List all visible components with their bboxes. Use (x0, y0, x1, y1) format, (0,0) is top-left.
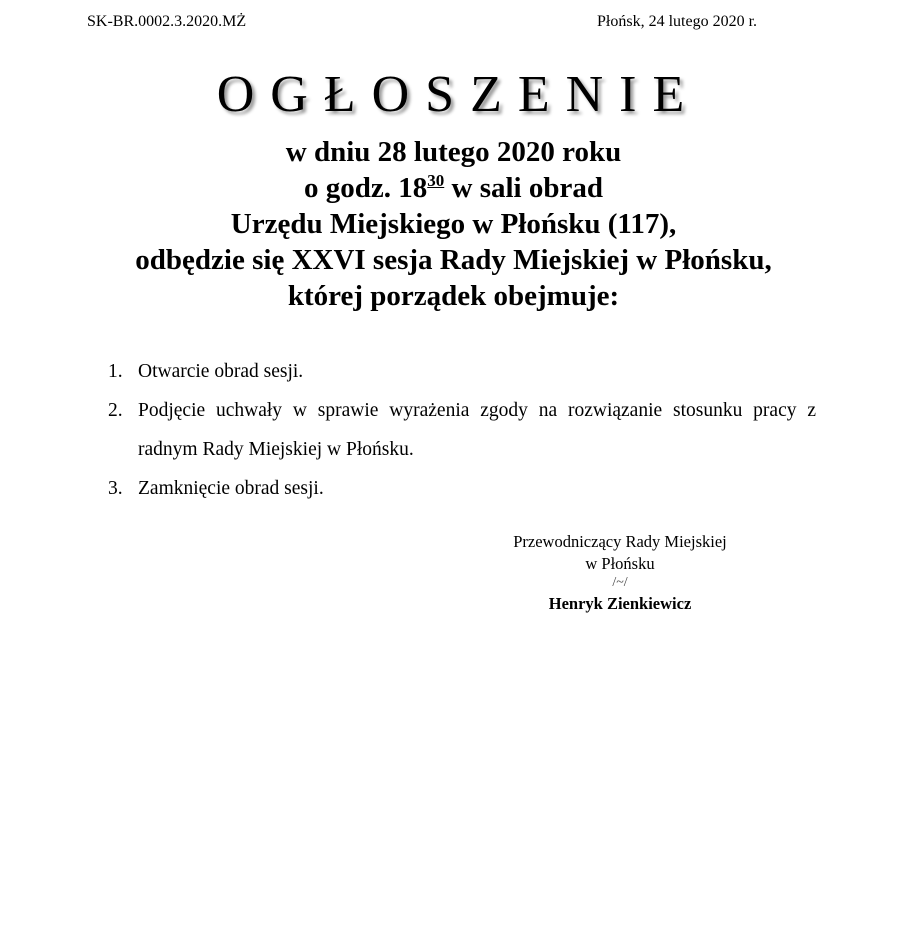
document-reference-number: SK-BR.0002.3.2020.MŻ (87, 13, 247, 30)
agenda-item-number: 3. (108, 478, 123, 499)
agenda-item (108, 391, 816, 469)
document-title-text: OGŁOSZENIE (216, 66, 701, 123)
place-and-date: Płońsk, 24 lutego 2020 r. (597, 13, 758, 30)
heading-time-minutes: 30 (427, 171, 445, 190)
heading-date-line: w dniu 28 lutego 2020 roku (285, 136, 622, 168)
agenda-item (108, 469, 816, 508)
agenda-item-number: 2. (108, 400, 123, 421)
signatory-role: Przewodniczący Rady Miejskiej (513, 532, 727, 551)
heading-time-line (0, 170, 907, 206)
heading-time-hour: o godz. 18 (304, 172, 428, 204)
agenda-item-number: 1. (108, 361, 123, 382)
signature-block (470, 531, 770, 617)
agenda-item (108, 352, 816, 391)
heading-agenda-intro-line: której porządek obejmuje: (287, 280, 620, 312)
signature-mark: /~/ (612, 575, 628, 590)
document-title (0, 63, 907, 127)
signatory-name: Henryk Zienkiewicz (548, 594, 692, 613)
heading-session-line: odbędzie się XXVI sesja Rady Miejskiej w Płońsku, (135, 244, 772, 276)
announcement-heading (0, 134, 907, 314)
agenda-item-text: Otwarcie obrad sesji. (138, 361, 304, 382)
signatory-role-location: w Płońsku (585, 554, 655, 573)
heading-time-suffix: w sali obrad (444, 172, 603, 204)
agenda-list (108, 352, 816, 508)
agenda-item-text: Podjęcie uchwały w sprawie wyrażenia zgody na rozwiązanie stosunku pracy z radnym Rady Miejskiej w Płońsku. (138, 400, 816, 460)
agenda-item-text: Zamknięcie obrad sesji. (138, 478, 324, 499)
heading-venue-line: Urzędu Miejskiego w Płońsku (117), (230, 208, 677, 240)
